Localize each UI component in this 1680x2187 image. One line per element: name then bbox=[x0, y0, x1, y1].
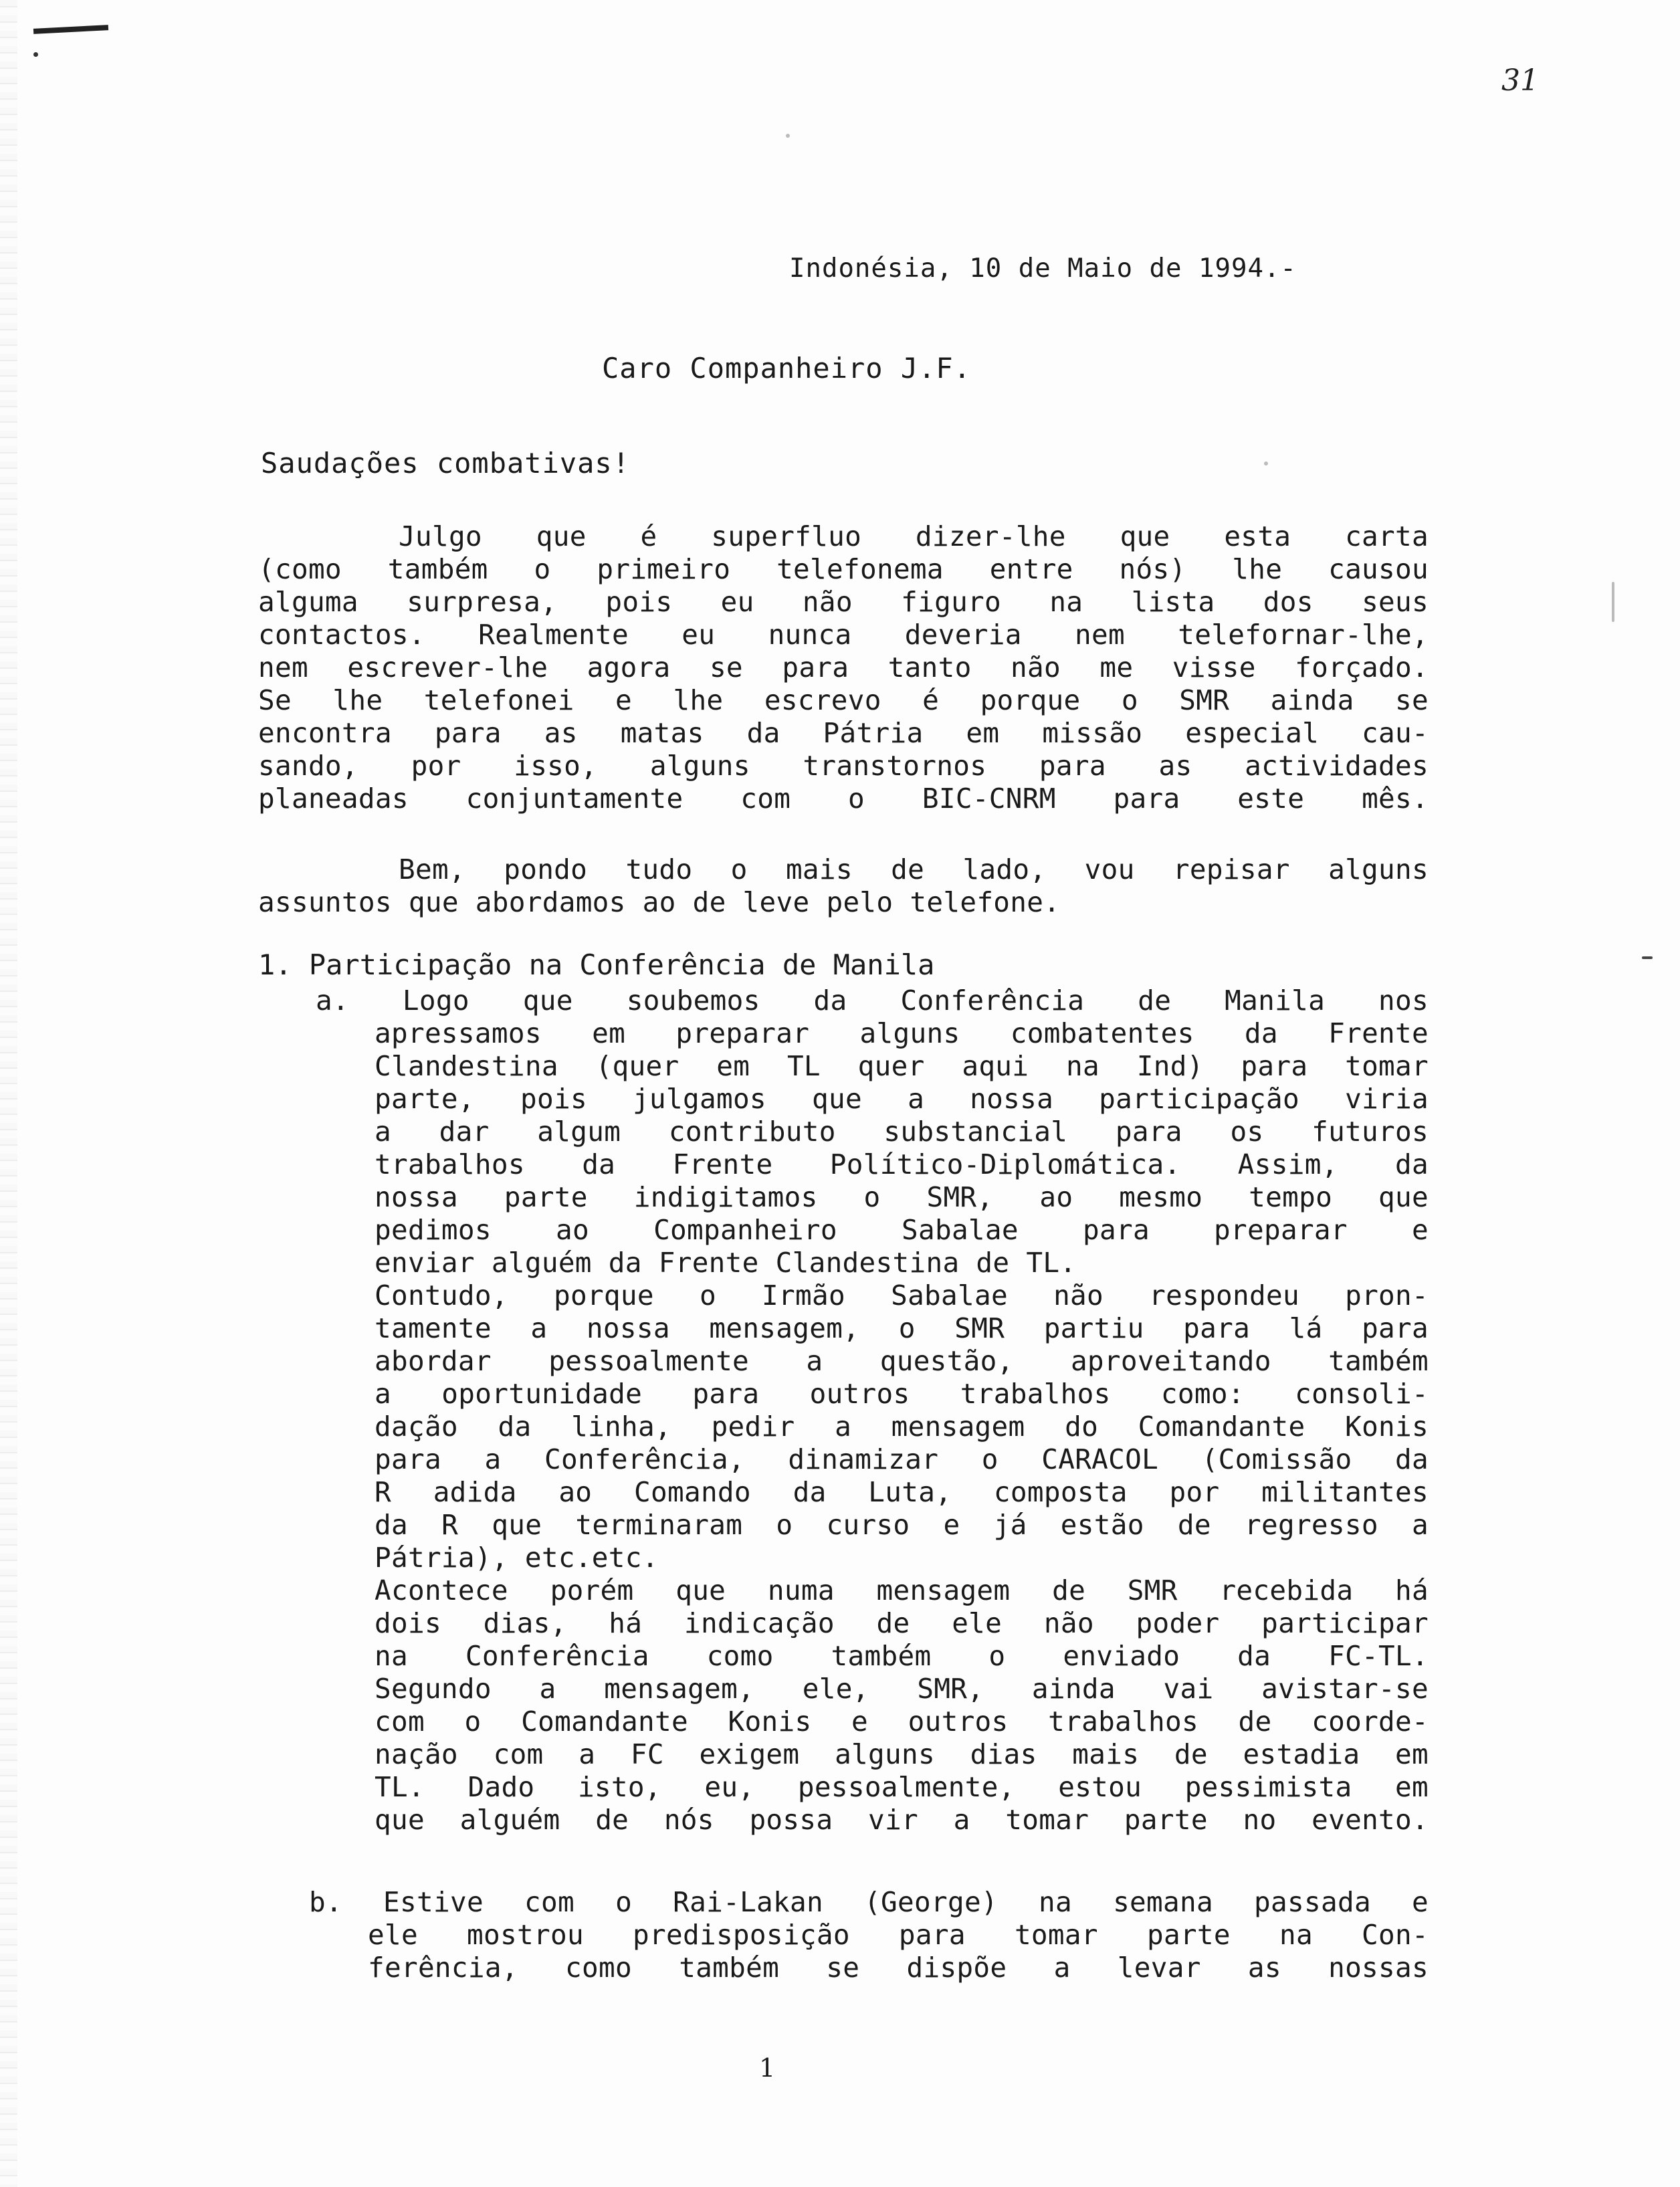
item-a-line: apressamos em preparar alguns combatentes da Frente bbox=[375, 1017, 1429, 1049]
item-a-line: Acontece porém que numa mensagem de SMR recebida há bbox=[375, 1574, 1429, 1606]
item-a-line: dação da linha, pedir a mensagem do Comandante Konis bbox=[375, 1411, 1429, 1443]
item-a-line: abordar pessoalmente a questão, aproveitando também bbox=[375, 1345, 1429, 1377]
item-a-line: parte, pois julgamos que a nossa participação viria bbox=[375, 1083, 1429, 1115]
paragraph-1 bbox=[258, 520, 1429, 815]
item-a-line: Clandestina (quer em TL quer aqui na Ind) para tomar bbox=[375, 1050, 1429, 1082]
paragraph-line: nem escrever-lhe agora se para tanto não me visse forçado. bbox=[258, 651, 1429, 684]
scan-speck bbox=[786, 134, 790, 138]
scan-edge-artifact bbox=[0, 0, 17, 2187]
paragraph-line: Julgo que é superfluo dizer-lhe que esta carta bbox=[399, 520, 1429, 552]
section-1-title: 1. Participação na Conferência de Manila bbox=[258, 948, 935, 981]
item-b-line: ferência, como também se dispõe a levar as nossas bbox=[368, 1952, 1429, 1984]
item-b-line: ele mostrou predisposição para tomar parte na Con- bbox=[368, 1919, 1429, 1951]
paragraph-line: encontra para as matas da Pátria em missão especial cau- bbox=[258, 717, 1429, 749]
letter-salutation: Saudações combativas! bbox=[261, 447, 631, 480]
scan-speck bbox=[1642, 956, 1653, 959]
scan-speck bbox=[1264, 461, 1268, 465]
archive-page-mark: 31 bbox=[1501, 64, 1539, 98]
item-a-line: para a Conferência, dinamizar o CARACOL (Comissão da bbox=[375, 1443, 1429, 1475]
item-a-line: enviar alguém da Frente Clandestina de TL. bbox=[375, 1247, 1077, 1279]
item-a-line: nossa parte indigitamos o SMR, ao mesmo tempo que bbox=[375, 1181, 1429, 1213]
item-a-line: TL. Dado isto, eu, pessoalmente, estou pessimista em bbox=[375, 1771, 1429, 1803]
item-a-line: trabalhos da Frente Político-Diplomática. Assim, da bbox=[375, 1148, 1429, 1180]
item-a-line: Pátria), etc.etc. bbox=[375, 1542, 659, 1574]
paragraph-line: (como também o primeiro telefonema entre nós) lhe causou bbox=[258, 553, 1429, 585]
letter-date: Indonésia, 10 de Maio de 1994.- bbox=[789, 253, 1297, 284]
item-a-line: Contudo, porque o Irmão Sabalae não respondeu pron- bbox=[375, 1279, 1429, 1312]
corner-ink-mark bbox=[33, 25, 108, 34]
item-a-line: que alguém de nós possa vir a tomar parte no evento. bbox=[375, 1804, 1429, 1836]
paragraph-line: assuntos que abordamos ao de leve pelo telefone. bbox=[258, 886, 1061, 918]
item-a-line: a oportunidade para outros trabalhos como: consoli- bbox=[375, 1378, 1429, 1410]
item-a-line: na Conferência como também o enviado da FC-TL. bbox=[375, 1640, 1429, 1672]
item-a-line: a dar algum contributo substancial para os futuros bbox=[375, 1116, 1429, 1148]
letter-greeting: Caro Companheiro J.F. bbox=[602, 352, 972, 385]
item-a-line: da R que terminaram o curso e já estão de regresso a bbox=[375, 1509, 1429, 1541]
section-1-item-b bbox=[309, 1886, 1429, 1984]
paragraph-line: Se lhe telefonei e lhe escrevo é porque o SMR ainda se bbox=[258, 684, 1429, 716]
item-a-line: tamente a nossa mensagem, o SMR partiu para lá para bbox=[375, 1312, 1429, 1344]
paragraph-line: Bem, pondo tudo o mais de lado, vou repisar alguns bbox=[399, 853, 1429, 886]
paragraph-line: alguma surpresa, pois eu não figuro na lista dos seus bbox=[258, 586, 1429, 618]
item-a-line: com o Comandante Konis e outros trabalhos de coorde- bbox=[375, 1705, 1429, 1738]
item-a-line: pedimos ao Companheiro Sabalae para preparar e bbox=[375, 1214, 1429, 1246]
item-a-line: dois dias, há indicação de ele não poder participar bbox=[375, 1607, 1429, 1639]
item-a-line: a. Logo que soubemos da Conferência de Manila nos bbox=[316, 984, 1429, 1017]
paragraph-line: planeadas conjuntamente com o BIC-CNRM para este mês. bbox=[258, 783, 1429, 815]
page-number: 1 bbox=[759, 2053, 776, 2083]
paragraph-line: sando, por isso, alguns transtornos para as actividades bbox=[258, 750, 1429, 782]
item-a-line: nação com a FC exigem alguns dias mais de estadia em bbox=[375, 1738, 1429, 1770]
scan-speck bbox=[1612, 582, 1614, 622]
item-b-line: b. Estive com o Rai-Lakan (George) na semana passada e bbox=[309, 1886, 1429, 1918]
corner-ink-dot bbox=[33, 52, 38, 57]
item-a-line: Segundo a mensagem, ele, SMR, ainda vai avistar-se bbox=[375, 1673, 1429, 1705]
paragraph-2 bbox=[258, 853, 1429, 919]
section-1-item-a bbox=[316, 984, 1429, 1837]
paragraph-line: contactos. Realmente eu nunca deveria nem telefornar-lhe, bbox=[258, 619, 1429, 651]
item-a-line: R adida ao Comando da Luta, composta por militantes bbox=[375, 1476, 1429, 1508]
